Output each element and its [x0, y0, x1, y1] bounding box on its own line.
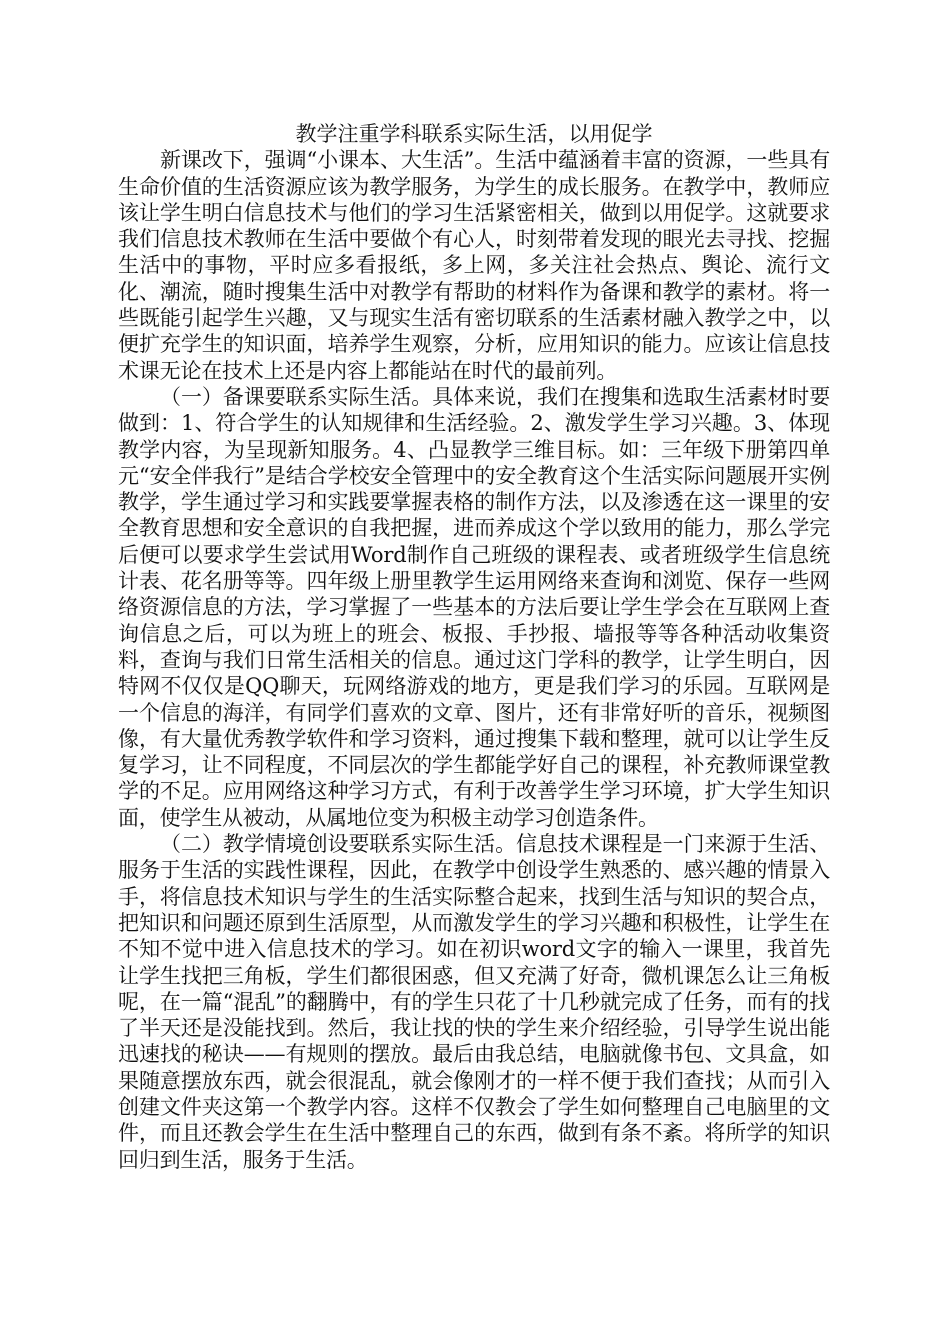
paragraph-intro: 新课改下，强调“小课本、大生活”。生活中蕴涵着丰富的资源，一些具有生命价值的生活资源应该为教学服务，为学生的成长服务。在教学中，教师应该让学生明白信息技术与他们的学习生活紧密相关，做到以用促学。这就要求我们信息技术教师在生活中要做个有心人，时刻带着发现的眼光去寻找、挖掘生活中的事物，平时应多看报纸，多上网，多关注社会热点、舆论、流行文化、潮流，随时搜集生活中对教学有帮助的材料作为备课和教学的素材。将一些既能引起学生兴趣，又与现实生活有密切联系的生活素材融入教学之中，以便扩充学生的知识面，培养学生观察，分析，应用知识的能力。应该让信息技术课无论在技术上还是内容上都能站在时代的最前列。 — [118, 148, 830, 383]
document-title: 教学注重学科联系实际生活，以用促学 — [295, 122, 653, 146]
paragraph-section-two: （二）教学情境创设要联系实际生活。信息技术课程是一门来源于生活、服务于生活的实践性课程，因此，在教学中创设学生熟悉的、感兴趣的情景入手，将信息技术知识与学生的生活实际整合起来，找到生活与知识的契合点，把知识和问题还原到生活原型，从而激发学生的学习兴趣和积极性，让学生在不知不觉中进入信息技术的学习。如在初识word文字的输入一课里，我首先让学生找把三角板，学生们都很困惑，但又充满了好奇，微机课怎么让三角板呢，在一篇“混乱”的翻腾中，有的学生只花了十几秒就完成了任务，而有的找了半天还是没能找到。然后，我让找的快的学生来介绍经验，引导学生说出能迅速找的秘诀——有规则的摆放。最后由我总结，电脑就像书包、文具盒，如果随意摆放东西，就会很混乱，就会像刚才的一样不便于我们查找；从而引入创建文件夹这第一个教学内容。这样不仅教会了学生如何整理自己电脑里的文件，而且还教会学生在生活中整理自己的东西，做到有条不紊。将所学的知识回归到生活，服务于生活。 — [118, 832, 830, 1172]
paragraph-section-one: （一）备课要联系实际生活。具体来说，我们在搜集和选取生活素材时要做到：1、符合学生的认知规律和生活经验。2、激发学生学习兴趣。3、体现教学内容，为呈现新知服务。4、凸显教学三维目标。如：三年级下册第四单元“安全伴我行”是结合学校安全管理中的安全教育这个生活实际问题展开实例教学，学生通过学习和实践要掌握表格的制作方法，以及渗透在这一课里的安全教育思想和安全意识的自我把握，进而养成这个学以致用的能力，那么学完后便可以要求学生尝试用Word制作自己班级的课程表、或者班级学生信息统计表、花名册等等。四年级上册里教学生运用网络来查询和浏览、保存一些网络资源信息的方法，学习掌握了一些基本的方法后要让学生学会在互联网上查询信息之后，可以为班上的班会、板报、手抄报、墙报等等各种活动收集资料，查询与我们日常生活相关的信息。通过这门学科的教学，让学生明白，因特网不仅仅是QQ聊天，玩网络游戏的地方，更是我们学习的乐园。互联网是一个信息的海洋，有同学们喜欢的文章、图片，还有非常好听的音乐，视频图像，有大量优秀教学软件和学习资料，通过搜集下载和整理，就可以让学生反复学习，让不同程度，不同层次的学生都能学好自己的课程，补充教师课堂教学的不足。应用网络这种学习方式，有利于改善学生学习环境，扩大学生知识面，使学生从被动，从属地位变为积极主动学习创造条件。 — [118, 384, 830, 830]
document-page — [118, 121, 830, 1173]
